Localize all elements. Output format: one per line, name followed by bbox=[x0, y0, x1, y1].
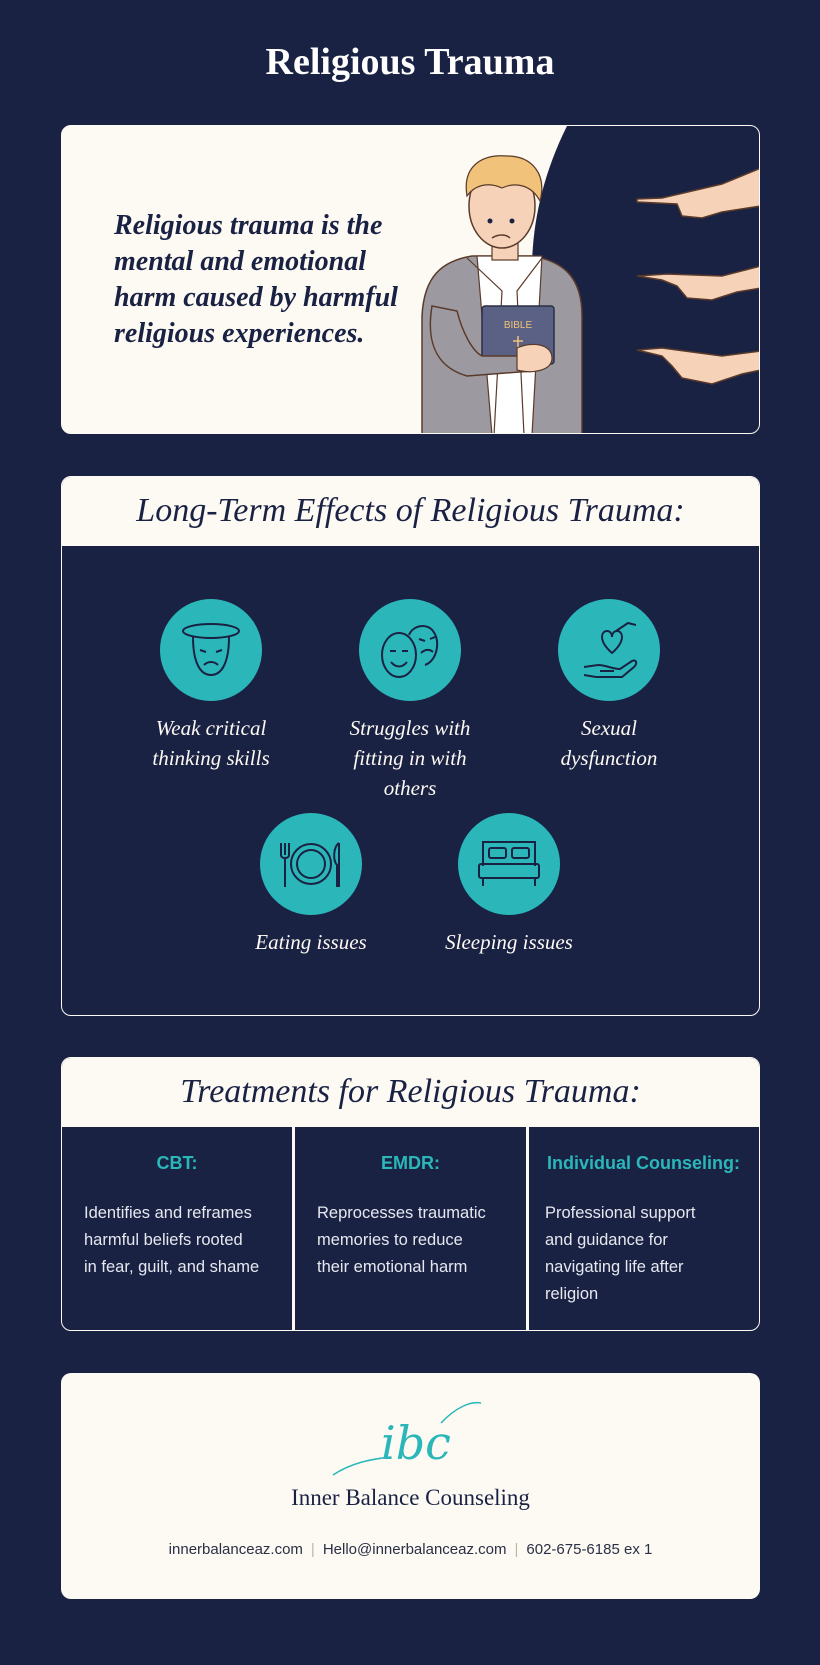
bible-label: BIBLE bbox=[503, 320, 533, 331]
phone-number[interactable]: 602-675-6185 ex 1 bbox=[526, 1541, 653, 1558]
effect-icon-circle bbox=[558, 599, 660, 701]
effect-label: Eating issues bbox=[255, 930, 367, 954]
treatment-description: Professional support and guidance for navigating life after religion bbox=[545, 1204, 696, 1303]
effects-card bbox=[61, 476, 760, 1016]
effects-heading: Long-Term Effects of Religious Trauma: bbox=[62, 477, 759, 546]
effect-item bbox=[409, 813, 609, 957]
plate-cutlery-icon bbox=[273, 831, 349, 897]
email-link[interactable]: Hello@innerbalanceaz.com bbox=[322, 1541, 507, 1558]
treatment-description: Reprocesses traumatic memories to reduce their emotional harm bbox=[317, 1204, 486, 1276]
treatment-name: CBT: bbox=[156, 1153, 198, 1173]
treatment-description: Identifies and reframes harmful beliefs rooted in fear, guilt, and shame bbox=[84, 1204, 260, 1276]
treatments-columns bbox=[62, 1127, 759, 1331]
effect-icon-circle bbox=[359, 599, 461, 701]
footer-card bbox=[61, 1373, 760, 1599]
effect-item bbox=[310, 599, 510, 803]
effect-item bbox=[111, 599, 311, 773]
theater-masks-icon bbox=[375, 617, 445, 683]
treatment-column bbox=[62, 1127, 292, 1331]
website-link[interactable]: innerbalanceaz.com bbox=[168, 1541, 303, 1558]
svg-text:ibc: ibc bbox=[381, 1416, 451, 1470]
separator: | bbox=[310, 1541, 315, 1558]
brand-logo bbox=[331, 1393, 491, 1483]
effect-label: Sleeping issues bbox=[445, 930, 573, 954]
treatment-name: Individual Counseling: bbox=[547, 1153, 740, 1173]
hero-definition: Religious trauma is the mental and emotional harm caused by harmful religious experiences. bbox=[114, 210, 398, 349]
treatment-column bbox=[292, 1127, 526, 1331]
effect-label: Struggles with fitting in with others bbox=[349, 716, 471, 800]
effect-item bbox=[509, 599, 709, 773]
effect-item bbox=[211, 813, 411, 957]
brand-name: Inner Balance Counseling bbox=[291, 1485, 530, 1510]
effect-icon-circle bbox=[458, 813, 560, 915]
hero-card bbox=[61, 125, 760, 434]
page-title: Religious Trauma bbox=[265, 41, 555, 83]
dizzy-face-icon bbox=[178, 617, 244, 683]
treatment-name: EMDR: bbox=[381, 1153, 440, 1173]
effect-label: Weak critical thinking skills bbox=[152, 716, 270, 770]
hand-heart-icon bbox=[576, 617, 642, 683]
bed-icon bbox=[473, 834, 545, 894]
separator: | bbox=[514, 1541, 519, 1558]
effect-label: Sexual dysfunction bbox=[560, 716, 658, 770]
treatments-card bbox=[61, 1057, 760, 1331]
effect-icon-circle bbox=[160, 599, 262, 701]
treatments-heading: Treatments for Religious Trauma: bbox=[62, 1058, 759, 1127]
effect-icon-circle bbox=[260, 813, 362, 915]
contact-info bbox=[61, 1541, 760, 1558]
treatment-column bbox=[526, 1127, 758, 1331]
